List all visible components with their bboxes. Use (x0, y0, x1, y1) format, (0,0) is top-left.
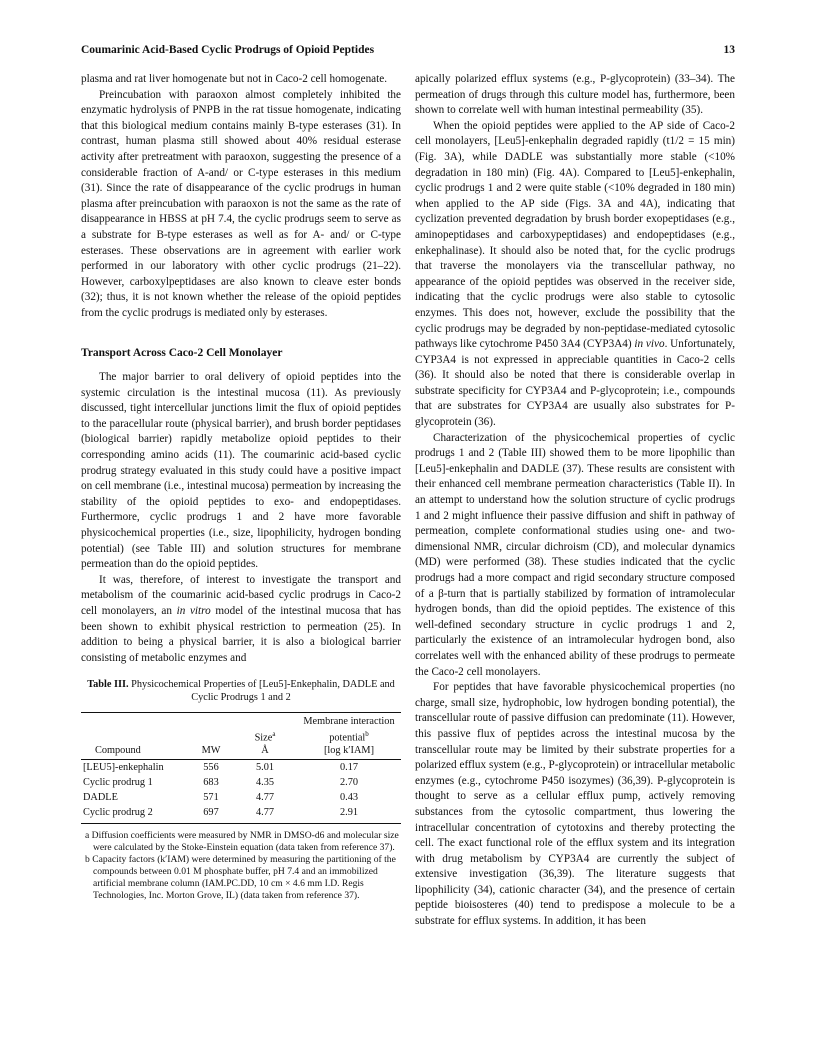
cell-mw: 683 (203, 777, 219, 789)
potential-label-1: Membrane interaction (303, 716, 395, 727)
footnote-a: a Diffusion coefficients were measured by NMR in DMSO-d6 and molecular size were calculated by the Stoke-Einstein equation (data taken from reference 37). (85, 830, 399, 854)
cell-potential: 2.70 (339, 777, 359, 789)
footnote-mark: b (365, 730, 369, 738)
footnote-mark: a (272, 730, 276, 738)
cell-size: 4.77 (233, 805, 297, 824)
table-caption-text: Physicochemical Properties of [Leu5]-Enkephalin, DADLE and Cyclic Prodrugs 1 and 2 (131, 679, 395, 703)
col-header-compound: Compound (81, 713, 189, 760)
section-heading: Transport Across Caco-2 Cell Monolayer (81, 346, 283, 359)
paragraph: plasma and rat liver homogenate but not in Caco-2 cell homogenate. (81, 73, 388, 85)
table-row (81, 775, 401, 790)
cell-compound: Cyclic prodrug 1 (83, 777, 153, 789)
italic-text: in vitro (176, 605, 211, 617)
running-title: Coumarinic Acid-Based Cyclic Prodrugs of Opioid Peptides (81, 44, 375, 56)
cell-potential: 2.91 (297, 805, 401, 824)
table-label: Table III. (87, 679, 129, 690)
col-header-size (233, 713, 297, 760)
paragraph: apically polarized efflux systems (e.g., P-glycoprotein) (33–34). The permeation of drugs through this culture model has, furthermore, been shown to correlate well with human intestinal permeability (35). (415, 73, 735, 117)
text-run: It was, therefore, of interest to investigate the transport and metabolism of the coumarinic acid-based cyclic prodrugs in Caco-2 cell monolayers, an (81, 573, 401, 617)
table-row (81, 760, 401, 776)
paragraph: Preincubation with paraoxon almost completely inhibited the enzymatic hydrolysis of PNPB in the rat tissue homogenate, indicating that this biological medium contains mainly B-type esterases (31). In contrast, human plasma still showed about 40% residual esterase activity after pretreatment with paraoxon, suggesting the presence of a considerable fraction of A-and/ or C-type esterases in this medium (31). Since the rate of disappearance of the cyclic prodrugs in human plasma after preincubation with paraoxon is not the same as the rate of disappearance in HBSS at pH 7.4, the cyclic prodrugs seem to serve as a substrate for B-type esterases as well as for A- and/ or C-type esterases. These observations are in agreement with earlier work performed in our laboratory with other cyclic prodrugs (21–22). However, carboxylpeptidases are also known to cleave ester bonds (32); thus, it is not known whether the release of the opioid peptides from the cyclic prodrugs is mediated only by esterases. (81, 88, 401, 319)
size-label: Size (254, 732, 273, 744)
footnote-b: b Capacity factors (k′IAM) were determined by measuring the partitioning of the compounds between 0.01 M phosphate buffer, pH 7.4 and an immobilized artificial membrane column (IAM.PC.DD, 10 cm × 4.6 mm I.D. Regis Technologies, Inc. Morton Grove, IL) (data taken from reference 37). (85, 854, 396, 902)
size-unit: Å (261, 745, 269, 757)
text-run: When the opioid peptides were applied to the AP side of Caco-2 cell monolayers, [Leu5]-enkephalin degraded rapidly (t1/2 = 15 min) (Fig. 3A), while DADLE was substantially more stable (<10% degradation in 180 min) (Fig. 4A). Compared to [Leu5]-enkephalin, cyclic prodrugs 1 and 2 were quite stable (<10% degraded in 180 min) when applied to the AP side (Figs. 3A and 4A), indicating that cyclization prevented degradation by brush border exopeptidases (e.g., aminopeptidases and carboxypeptidases) and endopeptidases (e.g., enkephalinase). It should also be noted that, for the cyclic prodrugs that traverse the monolayers via the transcellular pathway, no appearance of the opioid peptides was observed in the receiver side, indicating that the cyclic prodrugs were also stable to cytosolic enzymes. This does not, however, exclude the possibility that the cyclic prodrugs may be degraded by non-peptidase-mediated cytosolic pathways like cytochrome P450 3A4 (CYP3A4) (415, 119, 735, 351)
col-header-potential (297, 713, 401, 760)
table-caption (81, 678, 401, 704)
paragraph: For peptides that have favorable physicochemical properties (no charge, small size, hydrophobic, low hydrogen bonding potential), the transcellular route of passive diffusion can predominate (11). However, this passive flux of peptides across the intestinal mucosa by the transcellular route may be limited by their substrate properties for a polarized efflux system (e.g., P-glycoprotein) or intracellular metabolic enzymes (e.g., cytochrome P450 isozymes) (36,39). P-glycoprotein is thought to serve as a cellular efflux pump, actively removing substances from the cytosolic compartment, thus lowering the intracellular concentration of cytotoxins and thereby protecting the cell. The exact functional role of the efflux system and its integration with drug metabolism by CYP3A4 are currently the subject of extensive investigation (36,39). The literature suggests that lipophilicity (34), cationic character (34), and the presence of certain peptide bioisosteres (40) tend to predispose a molecule to be a substrate for efflux systems. In addition, it has been (415, 681, 735, 928)
potential-label-2: potential (329, 732, 366, 744)
paragraph: Characterization of the physicochemical properties of cyclic prodrugs 1 and 2 (Table III) showed them to be more lipophilic than [Leu5]-enkephalin and DADLE (37). These results are consistent with their enhanced cell membrane permeation characteristics (Table II). In an attempt to understand how the solution structure of cyclic prodrugs 1 and 2 might influence their passive diffusion and shift in pathway of permeation, complete conformational studies using one- and two-dimensional NMR, circular dichroism (CD), and molecular dynamics (MD) were performed (38). These studies indicated that the cyclic prodrugs had a more compact and rigid secondary structure composed of a β-turn that is partially stabilized by formation of intramolecular hydrogen bonds, than did the opioid peptides. The existence of this well-defined secondary structure in cyclic prodrugs 1 and 2, particularly the existence of an intramolecular hydrogen bond, also correlates well with the enhanced ability of these prodrugs to permeate the Caco-2 cell monolayers. (415, 431, 735, 678)
properties-table (81, 712, 401, 824)
col-header-mw: MW (189, 713, 233, 760)
cell-potential: 0.17 (339, 762, 359, 774)
cell-mw: 571 (203, 792, 219, 804)
table-row (81, 805, 401, 824)
paragraph (415, 119, 735, 431)
potential-label-3: [log k′IAM] (323, 745, 374, 757)
text-run: . Unfortunately, CYP3A4 is not expressed in appreciable quantities in Caco-2 cells (36). It should also be noted that there is considerable overlap in substrate specificity for CYP3A4 and P-glycoprotein; i.e., compounds that are substrates for CYP3A4 are usually also substrates for P-glycoprotein (36). (415, 338, 735, 429)
left-column (81, 72, 401, 666)
paragraph (81, 573, 401, 667)
page-number: 13 (723, 44, 735, 56)
cell-compound: Cyclic prodrug 2 (81, 805, 189, 824)
table-footnotes (81, 830, 401, 902)
cell-potential: 0.43 (339, 792, 359, 804)
cell-mw: 556 (203, 762, 219, 774)
right-column (415, 72, 735, 930)
cell-size: 4.77 (255, 792, 275, 804)
table-iii (81, 678, 401, 902)
cell-size: 4.35 (255, 777, 275, 789)
text-run: model of the intestinal mucosa that has been shown to exhibit physical restriction to permeation (25). In addition to being a physical barrier, it is also a biological barrier consisting of metabolic enzymes and (81, 605, 401, 664)
cell-compound: DADLE (83, 792, 118, 804)
cell-mw: 697 (189, 805, 233, 824)
paragraph: The major barrier to oral delivery of opioid peptides into the systemic circulation is the intestinal mucosa (11). As previously discussed, tight intercellular junctions limit the flux of opioid peptides to the paracellular route (physical barrier), and brush border peptidases (biological barrier) rapidly metabolize opioid peptides to their corresponding amino acids (11). The coumarinic acid-based cyclic prodrug strategy evaluated in this study could have a positive impact on cell membrane (i.e., intestinal mucosa) permeation by increasing the stability of the opioid peptides to exo- and endopeptidases. Furthermore, cyclic prodrugs 1 and 2 have more favorable physicochemical properties (i.e., size, lipophilicity, hydrogen bonding potential) (see Table III) and solution structures for membrane permeation than do the opioid peptides. (81, 371, 401, 571)
table-row (81, 790, 401, 805)
italic-text: in vivo (634, 338, 665, 351)
cell-compound: [LEU5]-enkephalin (83, 762, 164, 774)
cell-size: 5.01 (255, 762, 275, 774)
